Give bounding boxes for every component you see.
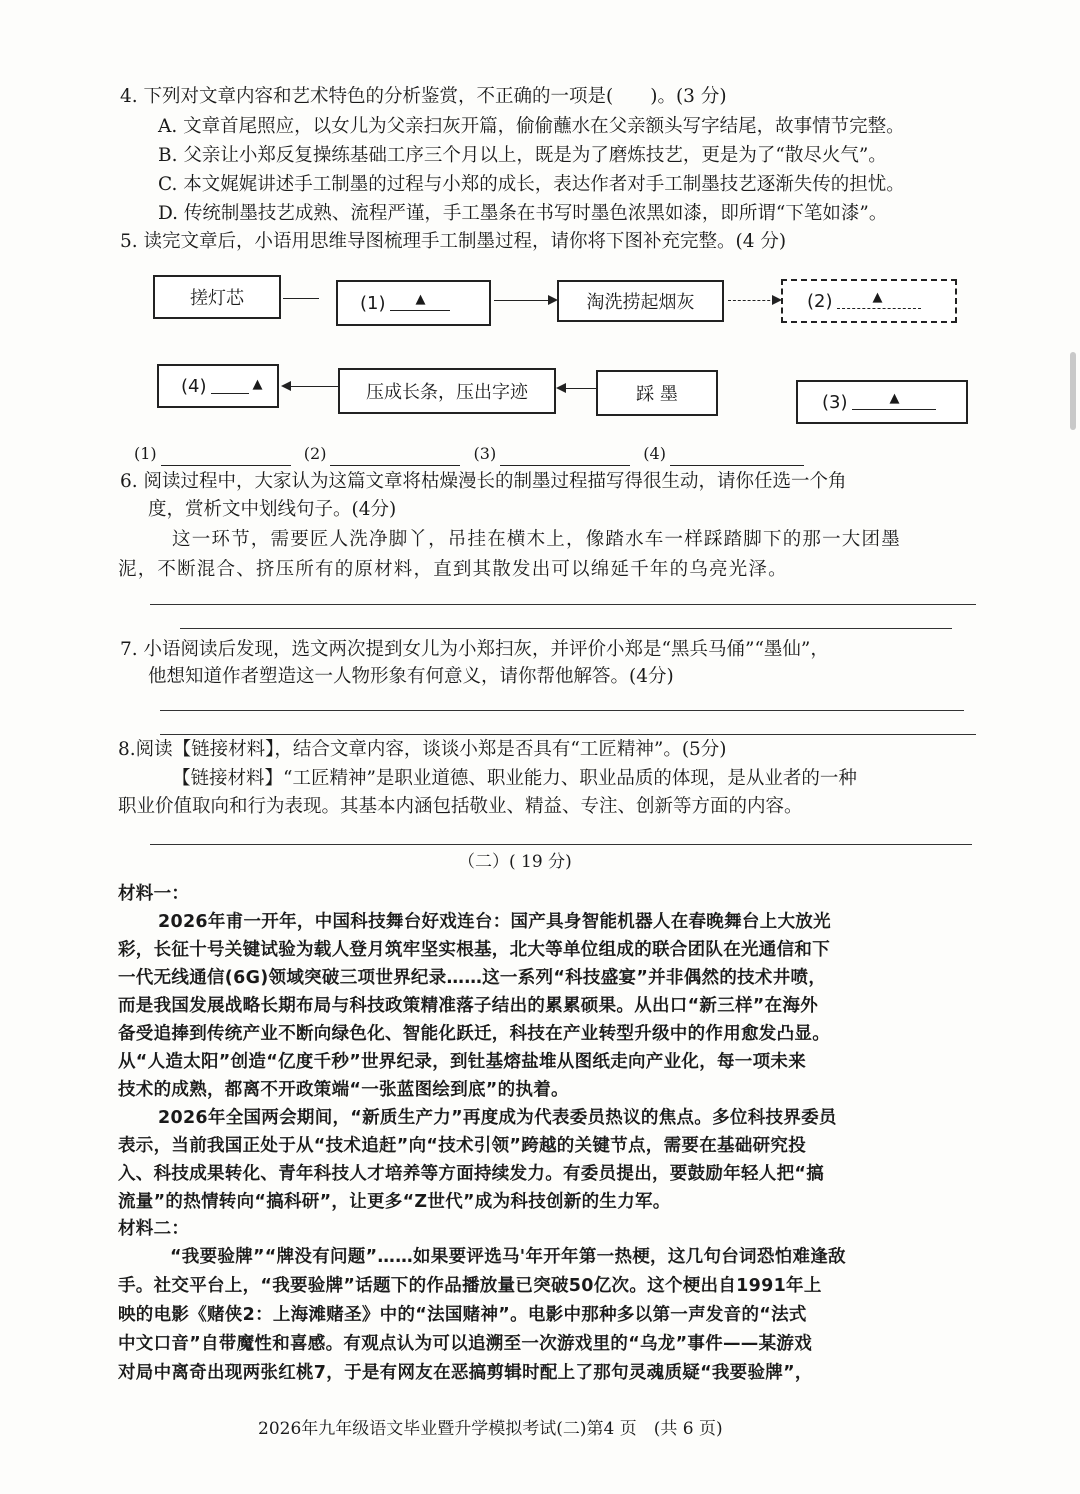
- answer-label: (4): [643, 444, 666, 463]
- material-one-line: 从“人造太阳”创造“亿度千秒”世界纪录，到钍基熔盐堆从图纸走向产业化，每一项未来: [118, 1052, 807, 1072]
- triangle-mark: ▲: [415, 291, 426, 307]
- box-label: (3): [822, 391, 848, 413]
- triangle-mark: ▲: [889, 390, 900, 406]
- material-one-line: 备受追捧到传统产业不断向绿色化、智能化跃迁，科技在产业转型升级中的作用愈发凸显。: [118, 1024, 830, 1044]
- q4-option-c: C. 本文娓娓讲述手工制墨的过程与小郑的成长，表达作者对手工制墨技艺逐渐失传的担忧。: [158, 174, 905, 195]
- triangle-mark: ▲: [872, 289, 883, 305]
- arrow-left: [558, 388, 596, 389]
- answer-line[interactable]: [150, 844, 972, 845]
- box-blank-4: [157, 364, 279, 408]
- box-cai-mo: [596, 370, 718, 416]
- material-one-line: 流量”的热情转向“搞科研”，让更多“Z世代”成为科技创新的生力军。: [118, 1192, 671, 1212]
- answer-label: (3): [473, 444, 497, 463]
- connector-line: [283, 298, 319, 299]
- answer-line[interactable]: [160, 710, 964, 711]
- box-label: 踩 墨: [636, 384, 678, 405]
- arrow-right: [494, 300, 556, 301]
- material-one-line: 而是我国发展战略长期布局与科技政策精准落子结出的累累硕果。从出口“新三样”在海外: [118, 996, 818, 1016]
- answer-line[interactable]: [150, 604, 976, 605]
- answer-1-field[interactable]: [161, 447, 291, 466]
- triangle-mark: ▲: [252, 376, 263, 392]
- blank-line: [852, 390, 936, 410]
- box-ya-cheng: [338, 368, 556, 414]
- box-label: (2): [807, 290, 833, 312]
- q4-option-d: D. 传统制墨技艺成熟、流程严谨，手工墨条在书写时墨色浓黑如漆，即所谓“下笔如漆”。: [158, 203, 888, 224]
- box-blank-1: [336, 280, 491, 326]
- q5-answer-row: [134, 442, 812, 466]
- box-cuo-deng-xin: [153, 275, 281, 319]
- q6-stem-line2: 度，赏析文中划线句子。(4分): [148, 499, 397, 520]
- q8-stem: 8.阅读【链接材料】，结合文章内容，谈谈小郑是否具有“工匠精神”。(5分): [118, 739, 727, 760]
- answer-2-field[interactable]: [330, 447, 460, 466]
- q7-stem-line2: 他想知道作者塑造这一人物形象有何意义，请你帮他解答。(4分): [148, 666, 674, 687]
- q4-stem: 4. 下列对文章内容和艺术特色的分析鉴赏，不正确的一项是( )。(3 分): [120, 86, 727, 107]
- arrow-left: [283, 386, 339, 387]
- blank-line: [837, 289, 921, 309]
- q6-quote-line1: 这一环节，需要匠人洗净脚丫，吊挂在横木上，像踏水车一样踩踏脚下的那一大团墨: [172, 529, 901, 550]
- material-one-line: 2026年全国两会期间，“新质生产力”再度成为代表委员热议的焦点。多位科技界委员: [158, 1108, 837, 1128]
- material-two-title: 材料二：: [118, 1219, 190, 1239]
- section-heading: （二）( 19 分): [458, 852, 572, 872]
- answer-label: (2): [303, 444, 327, 463]
- box-blank-3: [796, 380, 968, 424]
- material-one-line: 表示，当前我国正处于从“技术追赶”向“技术引领”跨越的关键节点，需要在基础研究投: [118, 1136, 807, 1156]
- answer-label: (1): [134, 444, 157, 463]
- material-two-line: 中文口音”自带魔性和喜感。有观点认为可以追溯至一次游戏里的“乌龙”事件——某游戏: [118, 1334, 813, 1354]
- material-one-title: 材料一：: [118, 884, 190, 904]
- q8-link-line2: 职业价值取向和行为表现。其基本内涵包括敬业、精益、专注、创新等方面的内容。: [118, 796, 803, 817]
- q5-stem: 5. 读完文章后，小语用思维导图梳理手工制墨过程，请你将下图补充完整。(4 分): [120, 231, 787, 252]
- answer-line[interactable]: [180, 628, 952, 629]
- page-footer: 2026年九年级语文毕业暨升学模拟考试(二)第4 页 (共 6 页): [258, 1419, 723, 1439]
- material-two-line: 手。社交平台上，“我要验牌”话题下的作品播放量已突破50亿次。这个梗出自1991年上: [118, 1276, 822, 1296]
- box-blank-2: [781, 279, 957, 323]
- box-label: (4): [181, 375, 207, 397]
- q8-link-line1: 【链接材料】“工匠精神”是职业道德、职业能力、职业品质的体现，是从业者的一种: [172, 768, 857, 789]
- answer-line[interactable]: [160, 734, 976, 735]
- material-one-line: 2026年甫一开年，中国科技舞台好戏连台：国产具身智能机器人在春晚舞台上大放光: [158, 912, 831, 932]
- q6-quote-line2: 泥，不断混合、挤压所有的原材料，直到其散发出可以绵延千年的乌亮光泽。: [118, 559, 788, 580]
- blank-line: [390, 291, 450, 311]
- material-two-line: 映的电影《赌侠2：上海滩赌圣》中的“法国赌神”。电影中那种多以第一声发音的“法式: [118, 1305, 807, 1325]
- material-two-line: 对局中离奇出现两张红桃7，于是有网友在恶搞剪辑时配上了那句灵魂质疑“我要验牌”，: [118, 1363, 813, 1383]
- box-label: 搓灯芯: [190, 288, 244, 309]
- material-one-line: 彩，长征十号关键试验为载人登月筑牢坚实根基，北大等单位组成的联合团队在光通信和下: [118, 940, 830, 960]
- blank-line: [211, 379, 249, 394]
- q4-option-a: A. 文章首尾照应，以女儿为父亲扫灰开篇，偷偷蘸水在父亲额头写字结尾，故事情节完整。: [158, 116, 905, 137]
- arrow-right: [728, 300, 780, 301]
- box-label: 淘洗捞起烟灰: [586, 292, 695, 313]
- material-two-line: “我要验牌”“牌没有问题”……如果要评选马'年开年第一热梗，这几句台词恐怕难逢敌: [170, 1247, 846, 1267]
- answer-3-field[interactable]: [500, 447, 630, 466]
- q4-option-b: B. 父亲让小郑反复操练基础工序三个月以上，既是为了磨炼技艺，更是为了“散尽火气”。: [158, 145, 887, 166]
- material-one-line: 一代无线通信(6G)领域突破三项世界纪录……这一系列“科技盛宴”并非偶然的技术井喷，: [118, 968, 827, 988]
- box-label: (1): [360, 292, 386, 314]
- box-tao-xi: [557, 280, 724, 322]
- scrollbar[interactable]: [1070, 352, 1076, 430]
- q6-stem-line1: 6. 阅读过程中，大家认为这篇文章将枯燥漫长的制墨过程描写得很生动，请你任选一个角: [120, 471, 847, 492]
- answer-4-field[interactable]: [670, 447, 804, 466]
- material-one-line: 入、科技成果转化、青年科技人才培养等方面持续发力。有委员提出，要鼓励年轻人把“搞: [118, 1164, 824, 1184]
- material-one-line: 技术的成熟，都离不开政策端“一张蓝图绘到底”的执着。: [118, 1080, 569, 1100]
- q7-stem-line1: 7. 小语阅读后发现，选文两次提到女儿为小郑扫灰，并评价小郑是“黑兵马俑”“墨仙”，: [120, 639, 829, 660]
- box-label: 压成长条，压出字迹: [366, 382, 528, 403]
